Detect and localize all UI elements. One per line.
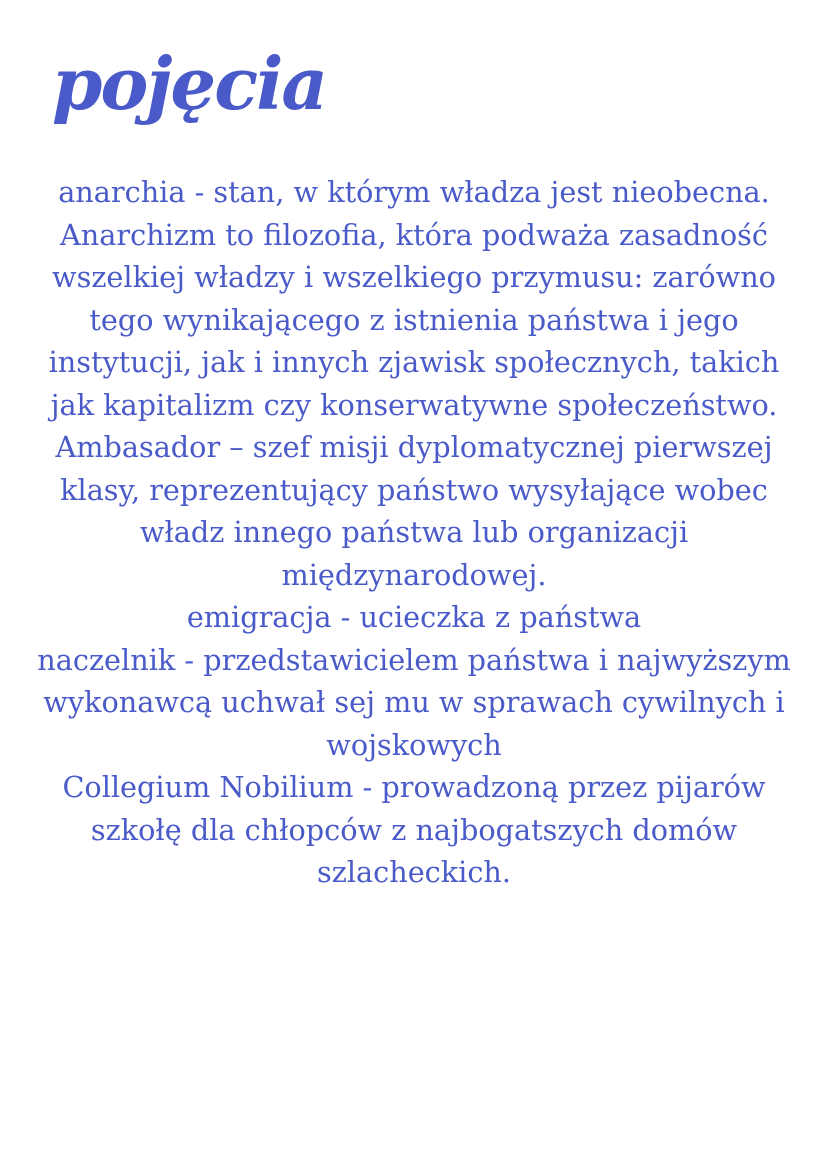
text-line: wojskowych xyxy=(326,727,502,762)
text-line: szkołę dla chłopców z najbogatszych domów xyxy=(90,812,738,847)
text-line: emigracja - ucieczka z państwa xyxy=(186,600,642,634)
definitions-text xyxy=(0,171,828,894)
text-line: wszelkiej władzy i wszelkiego przymusu: zarówno xyxy=(52,260,776,294)
text-line: międzynarodowej. xyxy=(281,557,547,592)
text-line: Anarchizm to filozofia, która podważa zasadność xyxy=(60,217,768,252)
text-line: wykonawcą uchwał sej mu w sprawach cywilnych i xyxy=(43,685,785,719)
text-line: szlacheckich. xyxy=(316,855,512,889)
text-line: jak kapitalizm czy konserwatywne społeczeństwo. xyxy=(50,387,778,422)
text-line: tego wynikającego z istnienia państwa i jego xyxy=(89,302,739,337)
text-line: Ambasador – szef misji dyplomatycznej pierwszej xyxy=(55,430,773,464)
text-line: anarchia - stan, w którym władza jest nieobecna. xyxy=(58,175,770,209)
page-title: pojęcia xyxy=(52,41,327,126)
text-line: klasy, reprezentujący państwo wysyłające wobec xyxy=(60,472,768,507)
text-line: naczelnik - przedstawicielem państwa i najwyższym xyxy=(37,642,791,677)
text-line: władz innego państwa lub organizacji xyxy=(139,515,689,549)
text-line: Collegium Nobilium - prowadzoną przez pijarów xyxy=(62,770,766,804)
text-line: instytucji, jak i innych zjawisk społecznych, takich xyxy=(48,345,780,379)
